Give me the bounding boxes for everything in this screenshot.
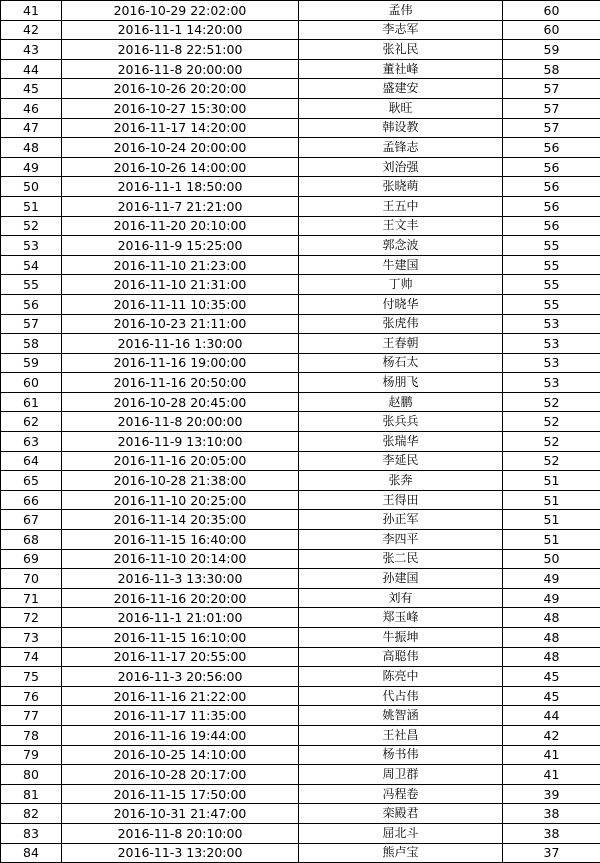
name-cell: 牛振坤 [299, 628, 503, 648]
name-cell: 耿旺 [299, 98, 503, 118]
table-row [1, 784, 600, 804]
name-cell: 熊卢宝 [299, 843, 503, 863]
score-cell: 52 [503, 392, 600, 412]
rank-cell: 63 [1, 432, 62, 452]
ranking-table-body [1, 1, 600, 863]
rank-cell: 60 [1, 373, 62, 393]
table-row [1, 706, 600, 726]
score-cell: 53 [503, 373, 600, 393]
time-cell: 2016-10-26 20:20:00 [62, 79, 299, 99]
time-cell: 2016-10-25 14:10:00 [62, 745, 299, 765]
score-cell: 41 [503, 745, 600, 765]
score-cell: 57 [503, 98, 600, 118]
name-cell: 刘有 [299, 588, 503, 608]
score-cell: 60 [503, 1, 600, 21]
rank-cell: 58 [1, 334, 62, 354]
rank-cell: 73 [1, 628, 62, 648]
table-row [1, 177, 600, 197]
score-cell: 48 [503, 647, 600, 667]
table-row [1, 569, 600, 589]
time-cell: 2016-11-15 17:50:00 [62, 784, 299, 804]
rank-cell: 52 [1, 216, 62, 236]
name-cell: 郭念波 [299, 236, 503, 256]
score-cell: 56 [503, 196, 600, 216]
name-cell: 栾殿君 [299, 804, 503, 824]
name-cell: 冯程卷 [299, 784, 503, 804]
table-row [1, 686, 600, 706]
score-cell: 51 [503, 530, 600, 550]
rank-cell: 64 [1, 451, 62, 471]
name-cell: 张兵兵 [299, 412, 503, 432]
rank-cell: 70 [1, 569, 62, 589]
rank-cell: 82 [1, 804, 62, 824]
rank-cell: 62 [1, 412, 62, 432]
name-cell: 王社昌 [299, 725, 503, 745]
rank-cell: 48 [1, 138, 62, 158]
name-cell: 孟锋志 [299, 138, 503, 158]
name-cell: 王得田 [299, 490, 503, 510]
score-cell: 45 [503, 686, 600, 706]
score-cell: 60 [503, 20, 600, 40]
name-cell: 张礼民 [299, 40, 503, 60]
score-cell: 48 [503, 608, 600, 628]
time-cell: 2016-11-16 21:22:00 [62, 686, 299, 706]
name-cell: 李志军 [299, 20, 503, 40]
rank-cell: 81 [1, 784, 62, 804]
rank-cell: 67 [1, 510, 62, 530]
time-cell: 2016-11-3 13:20:00 [62, 843, 299, 863]
time-cell: 2016-11-10 21:23:00 [62, 255, 299, 275]
name-cell: 张虎伟 [299, 314, 503, 334]
score-cell: 55 [503, 255, 600, 275]
score-cell: 49 [503, 569, 600, 589]
rank-cell: 75 [1, 667, 62, 687]
time-cell: 2016-11-8 22:51:00 [62, 40, 299, 60]
score-cell: 38 [503, 823, 600, 843]
table-row [1, 98, 600, 118]
table-row [1, 216, 600, 236]
name-cell: 张奔 [299, 471, 503, 491]
time-cell: 2016-11-1 14:20:00 [62, 20, 299, 40]
table-row [1, 118, 600, 138]
name-cell: 张晓萌 [299, 177, 503, 197]
rank-cell: 50 [1, 177, 62, 197]
time-cell: 2016-10-31 21:47:00 [62, 804, 299, 824]
name-cell: 韩设教 [299, 118, 503, 138]
name-cell: 杨朋飞 [299, 373, 503, 393]
name-cell: 赵鹏 [299, 392, 503, 412]
rank-cell: 69 [1, 549, 62, 569]
rank-cell: 61 [1, 392, 62, 412]
rank-cell: 54 [1, 255, 62, 275]
score-cell: 56 [503, 138, 600, 158]
rank-cell: 42 [1, 20, 62, 40]
name-cell: 孙正军 [299, 510, 503, 530]
time-cell: 2016-10-24 20:00:00 [62, 138, 299, 158]
time-cell: 2016-11-7 21:21:00 [62, 196, 299, 216]
table-row [1, 804, 600, 824]
score-cell: 59 [503, 40, 600, 60]
name-cell: 张瑞华 [299, 432, 503, 452]
name-cell: 李延民 [299, 451, 503, 471]
table-row [1, 412, 600, 432]
rank-cell: 43 [1, 40, 62, 60]
table-row [1, 40, 600, 60]
table-row [1, 843, 600, 863]
score-cell: 38 [503, 804, 600, 824]
name-cell: 姚智涵 [299, 706, 503, 726]
time-cell: 2016-11-17 11:35:00 [62, 706, 299, 726]
rank-cell: 83 [1, 823, 62, 843]
table-row [1, 157, 600, 177]
table-row [1, 255, 600, 275]
time-cell: 2016-11-10 20:25:00 [62, 490, 299, 510]
name-cell: 屈北斗 [299, 823, 503, 843]
time-cell: 2016-11-17 14:20:00 [62, 118, 299, 138]
table-row [1, 373, 600, 393]
table-row [1, 530, 600, 550]
score-cell: 55 [503, 275, 600, 295]
table-row [1, 432, 600, 452]
time-cell: 2016-11-9 15:25:00 [62, 236, 299, 256]
time-cell: 2016-11-16 19:44:00 [62, 725, 299, 745]
time-cell: 2016-10-26 14:00:00 [62, 157, 299, 177]
table-row [1, 490, 600, 510]
time-cell: 2016-10-28 20:45:00 [62, 392, 299, 412]
time-cell: 2016-11-8 20:00:00 [62, 59, 299, 79]
score-cell: 55 [503, 294, 600, 314]
rank-cell: 56 [1, 294, 62, 314]
rank-cell: 45 [1, 79, 62, 99]
rank-cell: 84 [1, 843, 62, 863]
rank-cell: 53 [1, 236, 62, 256]
name-cell: 盛建安 [299, 79, 503, 99]
table-row [1, 79, 600, 99]
time-cell: 2016-10-28 21:38:00 [62, 471, 299, 491]
time-cell: 2016-11-16 20:50:00 [62, 373, 299, 393]
score-cell: 52 [503, 412, 600, 432]
table-row [1, 236, 600, 256]
table-row [1, 667, 600, 687]
name-cell: 李四平 [299, 530, 503, 550]
time-cell: 2016-11-10 20:14:00 [62, 549, 299, 569]
time-cell: 2016-11-3 20:56:00 [62, 667, 299, 687]
time-cell: 2016-11-20 20:10:00 [62, 216, 299, 236]
time-cell: 2016-11-16 1:30:00 [62, 334, 299, 354]
table-row [1, 196, 600, 216]
rank-cell: 65 [1, 471, 62, 491]
name-cell: 王五中 [299, 196, 503, 216]
table-row [1, 725, 600, 745]
score-cell: 57 [503, 79, 600, 99]
table-row [1, 608, 600, 628]
score-cell: 42 [503, 725, 600, 745]
name-cell: 周卫群 [299, 765, 503, 785]
rank-cell: 55 [1, 275, 62, 295]
score-cell: 53 [503, 353, 600, 373]
score-cell: 56 [503, 157, 600, 177]
time-cell: 2016-11-15 16:10:00 [62, 628, 299, 648]
time-cell: 2016-11-8 20:00:00 [62, 412, 299, 432]
time-cell: 2016-11-16 20:20:00 [62, 588, 299, 608]
time-cell: 2016-10-29 22:02:00 [62, 1, 299, 21]
name-cell: 王春朝 [299, 334, 503, 354]
time-cell: 2016-11-1 21:01:00 [62, 608, 299, 628]
score-cell: 56 [503, 177, 600, 197]
name-cell: 王文丰 [299, 216, 503, 236]
table-row [1, 647, 600, 667]
rank-cell: 74 [1, 647, 62, 667]
name-cell: 董社峰 [299, 59, 503, 79]
table-row [1, 588, 600, 608]
table-row [1, 765, 600, 785]
score-cell: 53 [503, 314, 600, 334]
score-cell: 39 [503, 784, 600, 804]
score-cell: 44 [503, 706, 600, 726]
time-cell: 2016-11-8 20:10:00 [62, 823, 299, 843]
rank-cell: 51 [1, 196, 62, 216]
time-cell: 2016-11-16 20:05:00 [62, 451, 299, 471]
score-cell: 51 [503, 471, 600, 491]
score-cell: 51 [503, 490, 600, 510]
score-cell: 51 [503, 510, 600, 530]
name-cell: 丁帅 [299, 275, 503, 295]
table-row [1, 451, 600, 471]
score-cell: 48 [503, 628, 600, 648]
score-cell: 37 [503, 843, 600, 863]
time-cell: 2016-11-11 10:35:00 [62, 294, 299, 314]
rank-cell: 80 [1, 765, 62, 785]
table-row [1, 294, 600, 314]
score-cell: 49 [503, 588, 600, 608]
score-cell: 53 [503, 334, 600, 354]
score-cell: 52 [503, 432, 600, 452]
name-cell: 孟伟 [299, 1, 503, 21]
rank-cell: 77 [1, 706, 62, 726]
time-cell: 2016-11-14 20:35:00 [62, 510, 299, 530]
time-cell: 2016-11-17 20:55:00 [62, 647, 299, 667]
time-cell: 2016-10-23 21:11:00 [62, 314, 299, 334]
table-row [1, 275, 600, 295]
name-cell: 高聪伟 [299, 647, 503, 667]
table-row [1, 334, 600, 354]
name-cell: 郑玉峰 [299, 608, 503, 628]
name-cell: 付晓华 [299, 294, 503, 314]
table-row [1, 510, 600, 530]
time-cell: 2016-10-27 15:30:00 [62, 98, 299, 118]
score-cell: 56 [503, 216, 600, 236]
rank-cell: 68 [1, 530, 62, 550]
rank-cell: 57 [1, 314, 62, 334]
time-cell: 2016-11-10 21:31:00 [62, 275, 299, 295]
table-row [1, 392, 600, 412]
rank-cell: 46 [1, 98, 62, 118]
table-row [1, 471, 600, 491]
time-cell: 2016-11-3 13:30:00 [62, 569, 299, 589]
time-cell: 2016-10-28 20:17:00 [62, 765, 299, 785]
table-row [1, 549, 600, 569]
name-cell: 代占伟 [299, 686, 503, 706]
rank-cell: 66 [1, 490, 62, 510]
rank-cell: 72 [1, 608, 62, 628]
rank-cell: 41 [1, 1, 62, 21]
table-row [1, 59, 600, 79]
table-row [1, 314, 600, 334]
rank-cell: 76 [1, 686, 62, 706]
name-cell: 杨书伟 [299, 745, 503, 765]
rank-cell: 59 [1, 353, 62, 373]
name-cell: 孙建国 [299, 569, 503, 589]
score-cell: 55 [503, 236, 600, 256]
score-cell: 58 [503, 59, 600, 79]
score-cell: 52 [503, 451, 600, 471]
time-cell: 2016-11-9 13:10:00 [62, 432, 299, 452]
table-row [1, 353, 600, 373]
rank-cell: 49 [1, 157, 62, 177]
time-cell: 2016-11-16 19:00:00 [62, 353, 299, 373]
name-cell: 陈亮中 [299, 667, 503, 687]
time-cell: 2016-11-15 16:40:00 [62, 530, 299, 550]
name-cell: 牛建国 [299, 255, 503, 275]
name-cell: 杨石太 [299, 353, 503, 373]
table-row [1, 745, 600, 765]
time-cell: 2016-11-1 18:50:00 [62, 177, 299, 197]
rank-cell: 71 [1, 588, 62, 608]
score-cell: 50 [503, 549, 600, 569]
rank-cell: 78 [1, 725, 62, 745]
table-row [1, 823, 600, 843]
rank-cell: 44 [1, 59, 62, 79]
table-row [1, 1, 600, 21]
table-row [1, 20, 600, 40]
score-cell: 45 [503, 667, 600, 687]
rank-cell: 47 [1, 118, 62, 138]
table-row [1, 138, 600, 158]
table-row [1, 628, 600, 648]
score-cell: 41 [503, 765, 600, 785]
name-cell: 张二民 [299, 549, 503, 569]
rank-cell: 79 [1, 745, 62, 765]
score-cell: 57 [503, 118, 600, 138]
name-cell: 刘治强 [299, 157, 503, 177]
